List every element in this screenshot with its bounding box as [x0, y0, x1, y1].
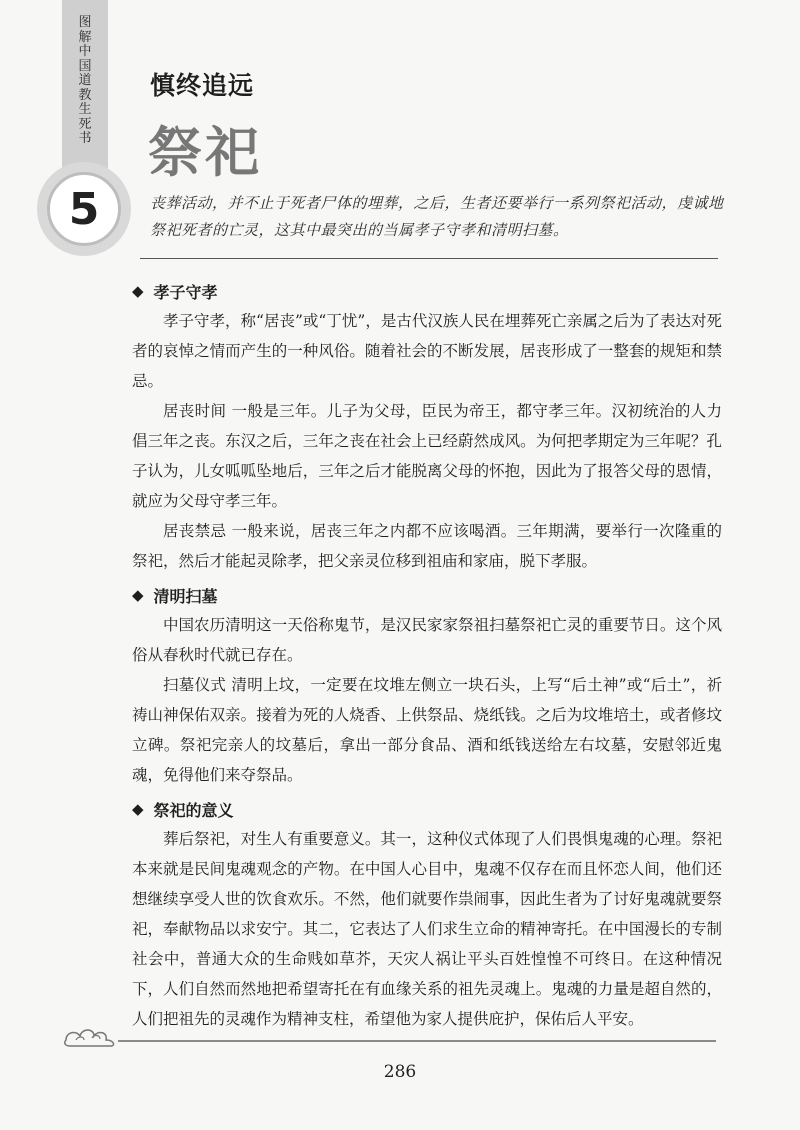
body-paragraph: 居丧时间 一般是三年。儿子为父母，臣民为帝王，都守孝三年。汉初统治的人力倡三年之丧。东汉之后，三年之丧在社会上已经蔚然成风。为何把孝期定为三年呢？孔子认为，儿女呱呱坠地后，三年之后才能脱离父母的怀抱，因此为了报答父母的恩情，就应为父母守孝三年。: [132, 402, 722, 510]
body-paragraph: 孝子守孝，称“居丧”或“丁忧”，是古代汉族人民在埋葬死亡亲属之后为了表达对死者的哀悼之情而产生的一种风俗。随着社会的不断发展，居丧形成了一整套的规矩和禁忌。: [132, 312, 722, 390]
section-heading: [132, 580, 722, 610]
section-heading-text: 清明扫墓: [153, 586, 218, 606]
series-title: 图 解 中 国 道 教 生 死 书: [78, 15, 92, 146]
section-kicker: 慎终追远: [150, 71, 255, 100]
body-paragraph: 居丧禁忌 一般来说，居丧三年之内都不应该喝酒。三年期满，要举行一次隆重的祭祀，然后才能起灵除孝，把父亲灵位移到祖庙和家庙，脱下孝服。: [132, 522, 722, 570]
series-side-tab: [62, 0, 108, 170]
intro-paragraph: 丧葬活动，并不止于死者尸体的埋葬，之后，生者还要举行一系列祭祀活动，虔诚地祭祀死者的亡灵，这其中最突出的当属孝子守孝和清明扫墓。: [150, 194, 724, 239]
page-number: 286: [383, 1062, 417, 1082]
body-paragraph: 扫墓仪式 清明上坟，一定要在坟堆左侧立一块石头，上写“后土神”或“后土”，祈祷山神保佑双亲。接着为死的人烧香、上供祭品、烧纸钱。之后为坟堆培土，或者修坟立碑。祭祀完亲人的坟墓后，拿出一部分食品、酒和纸钱送给左右坟墓，安慰邻近鬼魂，免得他们来夺祭品。: [132, 676, 722, 784]
footer-divider: [118, 1040, 716, 1042]
body-paragraph: 葬后祭祀，对生人有重要意义。其一，这种仪式体现了人们畏惧鬼魂的心理。祭祀本来就是民间鬼魂观念的产物。在中国人心目中，鬼魂不仅存在而且怀恋人间，他们还想继续享受人世的饮食欢乐。不然，他们就要作祟闹事，因此生者为了讨好鬼魂就要祭祀，奉献物品以求安宁。其二，它表达了人们求生立命的精神寄托。在中国漫长的专制社会中，普通大众的生命贱如草芥，天灾人祸让平头百姓惶惶不可终日。在这种情况下，人们自然而然地把希望寄托在有血缘关系的祖先灵魂上。鬼魂的力量是超自然的，人们把祖先的灵魂作为精神支柱，希望他为家人提供庇护，保佑后人平安。: [132, 830, 722, 1028]
diamond-bullet-icon: ◆: [132, 586, 144, 604]
diamond-bullet-icon: ◆: [132, 282, 144, 300]
article-body: [132, 272, 722, 1034]
section-heading: [132, 794, 722, 824]
header-divider: [140, 258, 718, 259]
page-title: 祭祀: [148, 121, 262, 184]
section-heading-text: 孝子守孝: [153, 282, 218, 302]
diamond-bullet-icon: ◆: [132, 800, 144, 818]
section-heading: [132, 276, 722, 306]
body-paragraph: 中国农历清明这一天俗称鬼节，是汉民家家祭祖扫墓祭祀亡灵的重要节日。这个风俗从春秋时代就已存在。: [132, 616, 722, 664]
section-heading-text: 祭祀的意义: [153, 800, 234, 820]
chapter-badge: [37, 162, 131, 256]
cloud-ornament-icon: [62, 1018, 120, 1050]
chapter-number: 5: [47, 172, 121, 246]
